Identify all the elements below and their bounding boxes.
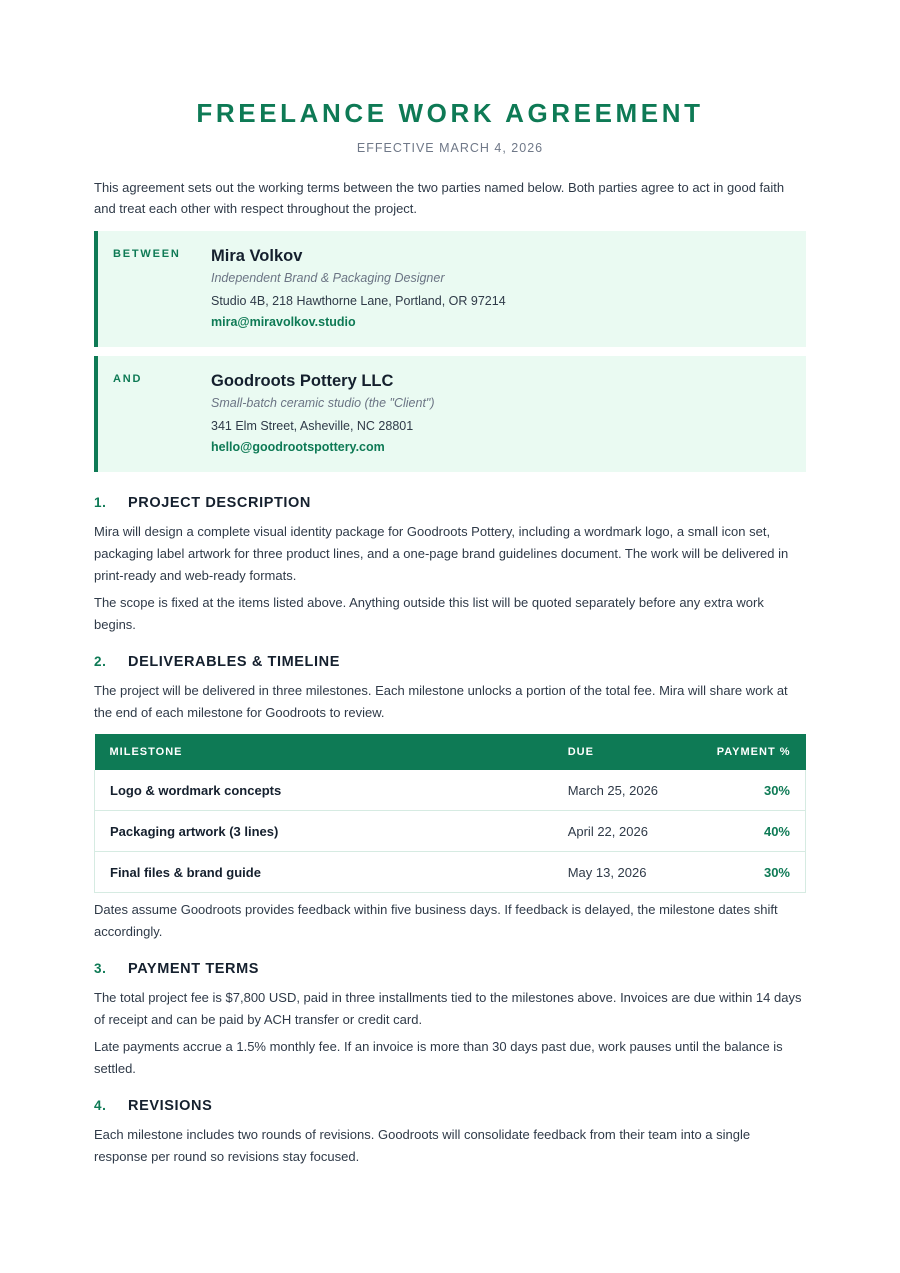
section-paragraph: Dates assume Goodroots provides feedback within five business days. If feedback is delayed, the milestone dates shift accordingly. — [94, 902, 778, 939]
section-number: 4. — [94, 1098, 107, 1113]
section-paragraph: Each milestone includes two rounds of revisions. Goodroots will consolidate feedback from their team into a single response per round so revisions stay focused. — [94, 1127, 751, 1164]
party-name: Mira Volkov — [211, 247, 303, 265]
milestone-due: April 22, 2026 — [553, 811, 691, 852]
party-email-link[interactable]: hello@goodrootspottery.com — [211, 440, 385, 454]
party-name: Goodroots Pottery LLC — [211, 372, 394, 390]
section-number: 3. — [94, 961, 107, 976]
section-heading-revisions — [94, 1097, 212, 1115]
column-header-due: DUE — [553, 734, 691, 770]
section-title: PROJECT DESCRIPTION — [128, 495, 312, 511]
party-info — [211, 370, 435, 456]
section-number: 1. — [94, 495, 107, 510]
milestone-due: March 25, 2026 — [553, 770, 691, 811]
milestone-payment: 40% — [691, 811, 806, 852]
section-heading-deliverables — [94, 653, 340, 671]
milestone-name: Final files & brand guide — [95, 852, 553, 893]
column-header-milestone: MILESTONE — [95, 734, 553, 770]
party-role: Small-batch ceramic studio (the "Client") — [211, 396, 435, 410]
milestone-name: Logo & wordmark concepts — [95, 770, 553, 811]
section-title: REVISIONS — [128, 1098, 213, 1114]
milestones-table — [94, 734, 806, 893]
party-role: Independent Brand & Packaging Designer — [211, 271, 445, 285]
party-info — [211, 245, 506, 331]
milestone-payment: 30% — [691, 852, 806, 893]
section-paragraph: Mira will design a complete visual identity package for Goodroots Pottery, including a wordmark logo, a small icon set, packaging label artwork for three product lines, and a one-page brand guidelines document. The work will be delivered in print-ready and web-ready formats. — [94, 524, 789, 583]
milestone-due: May 13, 2026 — [553, 852, 691, 893]
column-header-payment: PAYMENT % — [691, 734, 806, 770]
milestone-payment: 30% — [691, 770, 806, 811]
party-tag: AND — [113, 373, 143, 385]
party-card-client — [94, 356, 806, 472]
effective-date: EFFECTIVE MARCH 4, 2026 — [356, 141, 544, 155]
intro-paragraph: This agreement sets out the working terms between the two parties named below. Both parties agree to act in good faith and treat each other with respect throughout the project. — [94, 180, 785, 216]
party-address: Studio 4B, 218 Hawthorne Lane, Portland, OR 97214 — [211, 294, 506, 308]
section-paragraph: The project will be delivered in three milestones. Each milestone unlocks a portion of the total fee. Mira will share work at the end of each milestone for Goodroots to review. — [94, 683, 788, 720]
section-title: DELIVERABLES & TIMELINE — [128, 654, 340, 670]
table-row — [95, 852, 806, 893]
table-header-row — [95, 734, 806, 770]
section-paragraph: Late payments accrue a 1.5% monthly fee. If an invoice is more than 30 days past due, work pauses until the balance is settled. — [94, 1039, 783, 1076]
section-heading-payment-terms — [94, 960, 259, 978]
table-row — [95, 811, 806, 852]
document-title: FREELANCE WORK AGREEMENT — [196, 98, 704, 128]
party-card-designer — [94, 231, 806, 347]
table-row — [95, 770, 806, 811]
section-paragraph: The scope is fixed at the items listed above. Anything outside this list will be quoted separately before any extra work begins. — [94, 595, 764, 632]
section-title: PAYMENT TERMS — [128, 961, 260, 977]
section-paragraph: The total project fee is $7,800 USD, paid in three installments tied to the milestones above. Invoices are due within 14 days of receipt and can be paid by ACH transfer or credit card. — [94, 990, 802, 1027]
section-number: 2. — [94, 654, 107, 669]
party-address: 341 Elm Street, Asheville, NC 28801 — [211, 419, 414, 433]
party-tag: BETWEEN — [113, 248, 181, 260]
section-heading-project-description — [94, 494, 311, 512]
milestone-name: Packaging artwork (3 lines) — [95, 811, 553, 852]
party-email-link[interactable]: mira@miravolkov.studio — [211, 315, 356, 329]
